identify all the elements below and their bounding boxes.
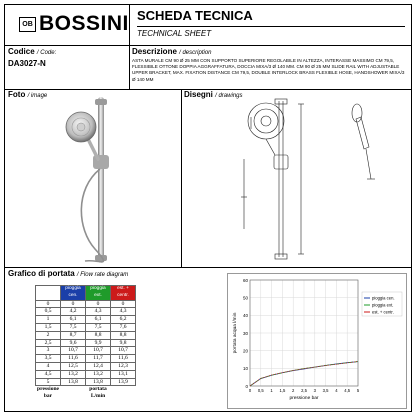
sheet-title: SCHEDA TECNICA xyxy=(137,8,253,23)
flow-table-row xyxy=(36,339,136,347)
brand-logo-mark: OB xyxy=(19,17,36,32)
flow-table-row xyxy=(36,308,136,316)
code-label-it: Codice xyxy=(8,47,35,56)
brand-name: BOSSINI xyxy=(39,12,129,35)
chart-y-tick-label: 0 xyxy=(245,383,248,389)
chart-y-tick-label: 30 xyxy=(242,330,248,336)
description-label-it: Descrizione xyxy=(132,47,177,56)
col-header-external: pioggia ext. xyxy=(86,286,111,301)
flow-table-cell: 4 xyxy=(36,362,61,370)
flow-table-cell: 11,6 xyxy=(111,355,136,363)
flow-unit-label: portata xyxy=(89,386,107,393)
col-header-combined: est. + centr. xyxy=(111,286,136,301)
flow-table-cell: 3 xyxy=(36,347,61,355)
chart-x-tick-label: 1 xyxy=(270,388,273,393)
flow-table-row xyxy=(36,355,136,363)
chart-x-tick-label: 4,5 xyxy=(344,388,351,393)
flow-table-cell: 13,9 xyxy=(111,378,136,386)
flow-table-row xyxy=(36,362,136,370)
slide-rail xyxy=(98,97,104,263)
drawings-cell xyxy=(181,89,411,267)
code-cell xyxy=(5,45,130,89)
flow-table-cell: 0 xyxy=(61,300,86,308)
col-header-pressure xyxy=(36,286,61,301)
flow-table-cell: 0,5 xyxy=(36,308,61,316)
flow-table-body xyxy=(36,300,136,386)
chart-x-tick-label: 3,5 xyxy=(322,388,329,393)
flow-table-cell: 10,7 xyxy=(111,347,136,355)
flow-rate-chart-frame xyxy=(227,273,407,409)
flow-rate-table xyxy=(35,285,136,400)
chart-legend-label: pioggia ext. xyxy=(372,302,394,308)
flow-table-row xyxy=(36,370,136,378)
flow-unit xyxy=(86,386,111,400)
image-row xyxy=(5,89,411,268)
flow-table-cell: 12,3 xyxy=(111,362,136,370)
flow-table-cell: 12,4 xyxy=(86,362,111,370)
flow-table-cell: 2 xyxy=(36,331,61,339)
chart-x-tick-label: 4 xyxy=(335,388,338,393)
chart-y-tick-label: 20 xyxy=(242,348,248,354)
product-photo xyxy=(5,89,181,267)
flow-table-cell: 3,5 xyxy=(36,355,61,363)
chart-x-tick-label: 0 xyxy=(248,388,252,393)
flow-table-cell: 0 xyxy=(111,300,136,308)
flow-rate-section xyxy=(5,267,411,411)
pressure-unit-value: bar xyxy=(43,393,53,400)
drawings-label-it: Disegni xyxy=(184,90,213,99)
flow-table-cell: 8,8 xyxy=(111,331,136,339)
flow-table-cell: 4,3 xyxy=(86,308,111,316)
description-label xyxy=(132,47,212,56)
chart-legend-label: pioggia cen. xyxy=(372,295,395,301)
flow-table-cell: 11,7 xyxy=(86,355,111,363)
flow-table-cell: 13,2 xyxy=(86,370,111,378)
flow-unit-value: L/min xyxy=(90,393,106,400)
flow-rate-label-en: / Flow rate diagram xyxy=(76,272,129,278)
chart-y-tick-label: 40 xyxy=(242,313,248,319)
chart-y-tick-label: 50 xyxy=(242,295,248,301)
chart-y-axis-label: portata acqua l/min xyxy=(233,312,238,354)
flow-table-units xyxy=(36,386,136,400)
brand-block xyxy=(5,5,130,45)
flow-table-cell: 9,6 xyxy=(61,339,86,347)
flow-table-cell: 7,5 xyxy=(86,323,111,331)
flow-table-header xyxy=(36,286,136,301)
flow-table-row xyxy=(36,331,136,339)
flow-table-cell: 8,8 xyxy=(86,331,111,339)
flow-table-cell: 13,8 xyxy=(61,378,86,386)
col-header-center: pioggia cen. xyxy=(61,286,86,301)
flow-table-cell: 7,5 xyxy=(61,323,86,331)
sheet-subtitle: TECHNICAL SHEET xyxy=(137,26,405,38)
flow-table-cell: 6,1 xyxy=(61,316,86,324)
pressure-unit-label: pressione xyxy=(37,386,59,393)
description-label-en: / description xyxy=(179,50,212,56)
chart-x-tick-label: 0,5 xyxy=(257,388,264,393)
flow-table-cell: 11,6 xyxy=(61,355,86,363)
flow-table-cell: 4,5 xyxy=(36,370,61,378)
flow-table-cell: 4,3 xyxy=(111,308,136,316)
flow-table-cell: 5 xyxy=(36,378,61,386)
flow-rate-label xyxy=(8,269,128,278)
flow-table-row xyxy=(36,316,136,324)
product-code: DA3027-N xyxy=(8,59,46,68)
code-description-row xyxy=(5,45,411,90)
flow-table-cell: 10,7 xyxy=(61,347,86,355)
description-text: ASTA MURALE CM 90 Ø 25 MM CON SUPPORTO SUPERIORE REGOLABILE IN ALTEZZA, INTERASSE MASSIMO CM 79,5, FLESSIBILE OTTONE DOPPIA AGGRAFFATURA, DOCCIA MIXA/3 Ø 140 MM. CM 90 Ø 25 MM SLIDE RAIL WITH ADJUSTABLE UPPER BRACKET, MAX. FIXATION DISTANCE CM 79,5, DOUBLE INTERLOCK BRASS FLEXIBLE HOSE, HANDSHOWER MIXA/3 Ø 140 MM xyxy=(132,58,405,82)
flow-table-row xyxy=(36,347,136,355)
technical-drawing xyxy=(181,89,411,267)
flow-table-row xyxy=(36,323,136,331)
code-label xyxy=(8,47,56,56)
flow-table-cell: 6,1 xyxy=(86,316,111,324)
chart-y-tick-label: 10 xyxy=(242,366,248,372)
technical-sheet xyxy=(4,4,412,412)
flow-rate-chart xyxy=(228,274,406,408)
flow-rate-label-it: Grafico di portata xyxy=(8,269,75,278)
code-label-en: / Code: xyxy=(36,50,57,56)
pressure-unit xyxy=(36,386,61,400)
chart-legend-label: est. + centr. xyxy=(372,309,394,315)
flow-table-cell: 12,5 xyxy=(61,362,86,370)
flow-table-cell: 8,7 xyxy=(61,331,86,339)
flow-table-cell: 2,5 xyxy=(36,339,61,347)
flow-table-cell: 9,8 xyxy=(111,339,136,347)
flow-table-row xyxy=(36,378,136,386)
flow-table-cell: 13,8 xyxy=(86,378,111,386)
chart-x-tick-label: 2,5 xyxy=(301,388,307,393)
drawings-label-en: / drawings xyxy=(215,93,243,99)
chart-x-tick-label: 3 xyxy=(313,388,316,393)
flow-table-cell: 0 xyxy=(86,300,111,308)
description-cell xyxy=(129,45,411,89)
sheet-header xyxy=(5,5,411,46)
flow-table-cell: 10,7 xyxy=(86,347,111,355)
chart-x-tick-label: 1,5 xyxy=(279,388,286,393)
chart-y-tick-label: 60 xyxy=(242,277,248,283)
photo-label-it: Foto xyxy=(8,90,26,99)
flow-table-cell: 7,6 xyxy=(111,323,136,331)
flow-table-cell: 0 xyxy=(36,300,61,308)
flow-table-cell: 4,2 xyxy=(61,308,86,316)
photo-label-en: / image xyxy=(27,93,48,99)
photo-cell xyxy=(5,89,182,267)
chart-x-axis-label: pressione bar xyxy=(289,396,319,401)
flow-table-cell: 9,9 xyxy=(86,339,111,347)
title-block xyxy=(129,5,411,45)
chart-x-tick-label: 5 xyxy=(356,388,360,393)
flow-table-cell: 13,2 xyxy=(61,370,86,378)
flow-rate-table-wrap xyxy=(35,285,136,400)
flow-table-row xyxy=(36,300,136,308)
flow-table-cell: 1 xyxy=(36,316,61,324)
chart-x-tick-label: 2 xyxy=(292,388,295,393)
flow-table-cell: 13,1 xyxy=(111,370,136,378)
flow-table-cell: 1,5 xyxy=(36,323,61,331)
flow-table-cell: 6,2 xyxy=(111,316,136,324)
